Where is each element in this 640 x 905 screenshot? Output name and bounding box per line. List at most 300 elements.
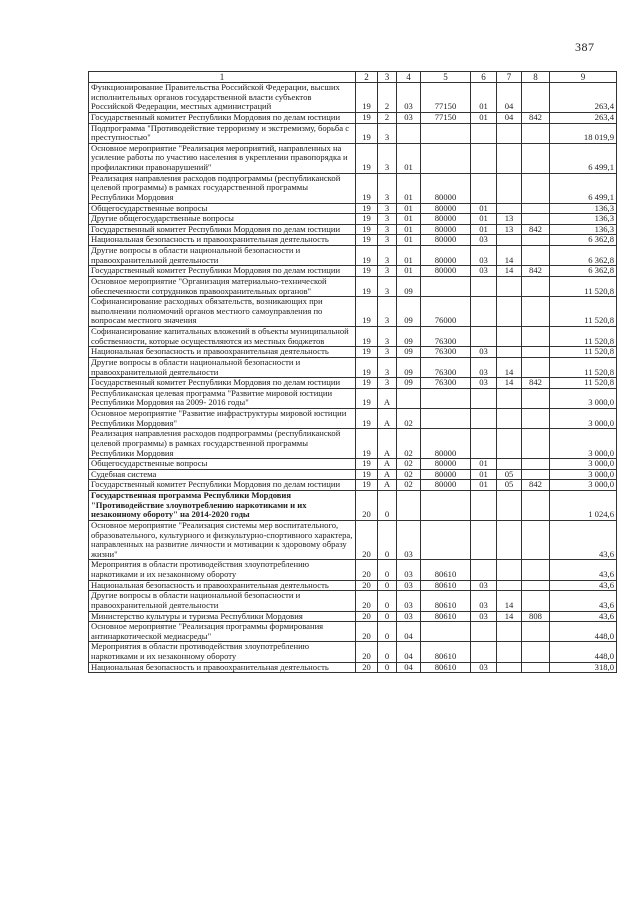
- code-subsection: 14: [497, 611, 522, 622]
- code-measure: 09: [397, 357, 421, 377]
- column-header: 6: [471, 72, 497, 83]
- amount: 43,6: [550, 611, 617, 622]
- amount: 3 000,0: [550, 480, 617, 491]
- code-direction: 76300: [421, 347, 471, 358]
- code-subprogram: А: [378, 480, 397, 491]
- table-row: [89, 469, 617, 480]
- code-subprogram: 0: [378, 591, 397, 611]
- row-name: Другие вопросы в области национальной безопасности и правоохранительной деятельности: [89, 246, 356, 266]
- code-measure: 03: [397, 580, 421, 591]
- table-row: [89, 266, 617, 277]
- code-program: 20: [356, 642, 378, 662]
- amount: 43,6: [550, 560, 617, 580]
- code-ministry: [522, 491, 550, 521]
- row-name: Основное мероприятие "Реализация системы мер воспитательного, образовательного, культурного и физкультурно-спортивного характера, направленных на развитие личности и мотивации к здоровому образу жизни": [89, 520, 356, 560]
- code-subprogram: 0: [378, 520, 397, 560]
- code-ministry: [522, 469, 550, 480]
- amount: 263,4: [550, 112, 617, 123]
- row-name: Реализация направления расходов подпрограммы (республиканской целевой программы) в рамках государственной программы Республики Мордовия: [89, 429, 356, 459]
- code-ministry: [522, 591, 550, 611]
- code-measure: 03: [397, 560, 421, 580]
- code-subprogram: 3: [378, 143, 397, 173]
- code-program: 19: [356, 409, 378, 429]
- code-ministry: [522, 622, 550, 642]
- code-subprogram: 3: [378, 266, 397, 277]
- code-ministry: [522, 83, 550, 113]
- code-subprogram: 3: [378, 203, 397, 214]
- row-name: Государственный комитет Республики Мордовия по делам юстиции: [89, 224, 356, 235]
- code-subprogram: 3: [378, 347, 397, 358]
- row-name: Софинансирование расходных обязательств, возникающих при выполнении полномочий органов местного самоуправления по вопросам местного значения: [89, 297, 356, 327]
- table-row: [89, 378, 617, 389]
- amount: 136,3: [550, 203, 617, 214]
- code-subsection: 14: [497, 591, 522, 611]
- code-direction: 80000: [421, 235, 471, 246]
- code-direction: [421, 143, 471, 173]
- code-subsection: [497, 203, 522, 214]
- table-row: [89, 388, 617, 408]
- table-row: [89, 429, 617, 459]
- code-subsection: [497, 622, 522, 642]
- code-direction: 80610: [421, 662, 471, 673]
- column-header: 4: [397, 72, 421, 83]
- code-subprogram: 3: [378, 235, 397, 246]
- code-section: 01: [471, 112, 497, 123]
- amount: 11 520,8: [550, 357, 617, 377]
- code-program: 20: [356, 662, 378, 673]
- code-direction: 80610: [421, 611, 471, 622]
- code-measure: 04: [397, 622, 421, 642]
- amount: 3 000,0: [550, 429, 617, 459]
- code-program: 19: [356, 347, 378, 358]
- code-ministry: 842: [522, 480, 550, 491]
- column-header: 9: [550, 72, 617, 83]
- amount: 448,0: [550, 622, 617, 642]
- amount: 11 520,8: [550, 378, 617, 389]
- code-subprogram: 3: [378, 123, 397, 143]
- code-subsection: [497, 347, 522, 358]
- code-direction: 80000: [421, 459, 471, 470]
- code-section: 01: [471, 459, 497, 470]
- table-row: [89, 246, 617, 266]
- code-program: 20: [356, 622, 378, 642]
- code-program: 19: [356, 246, 378, 266]
- table-row: [89, 459, 617, 470]
- code-section: 01: [471, 83, 497, 113]
- code-direction: 76000: [421, 297, 471, 327]
- column-header: 5: [421, 72, 471, 83]
- table-row: [89, 622, 617, 642]
- code-measure: 02: [397, 459, 421, 470]
- code-section: [471, 642, 497, 662]
- code-program: 19: [356, 297, 378, 327]
- amount: 6 362,8: [550, 246, 617, 266]
- amount: 1 024,6: [550, 491, 617, 521]
- code-measure: 01: [397, 173, 421, 203]
- budget-table: [88, 71, 617, 673]
- code-section: [471, 491, 497, 521]
- code-subsection: [497, 409, 522, 429]
- code-subsection: 14: [497, 246, 522, 266]
- code-section: 03: [471, 378, 497, 389]
- code-ministry: [522, 662, 550, 673]
- code-measure: 01: [397, 214, 421, 225]
- code-measure: 03: [397, 112, 421, 123]
- code-subprogram: А: [378, 469, 397, 480]
- code-measure: [397, 491, 421, 521]
- code-subprogram: 3: [378, 173, 397, 203]
- code-ministry: [522, 560, 550, 580]
- code-program: 20: [356, 560, 378, 580]
- code-ministry: [522, 327, 550, 347]
- amount: 18 019,9: [550, 123, 617, 143]
- code-ministry: [522, 276, 550, 296]
- code-section: 03: [471, 246, 497, 266]
- code-ministry: [522, 143, 550, 173]
- code-program: 19: [356, 235, 378, 246]
- code-program: 19: [356, 469, 378, 480]
- code-section: 01: [471, 203, 497, 214]
- table-row: [89, 143, 617, 173]
- code-subsection: [497, 429, 522, 459]
- code-subprogram: 0: [378, 560, 397, 580]
- code-program: 19: [356, 83, 378, 113]
- code-subsection: [497, 327, 522, 347]
- table-row: [89, 83, 617, 113]
- code-subprogram: А: [378, 388, 397, 408]
- code-direction: 80000: [421, 214, 471, 225]
- code-subprogram: 3: [378, 276, 397, 296]
- code-section: 01: [471, 469, 497, 480]
- code-measure: 04: [397, 642, 421, 662]
- code-program: 20: [356, 591, 378, 611]
- amount: 3 000,0: [550, 409, 617, 429]
- code-subsection: [497, 662, 522, 673]
- code-ministry: 842: [522, 266, 550, 277]
- table-row: [89, 480, 617, 491]
- row-name: Государственный комитет Республики Мордовия по делам юстиции: [89, 480, 356, 491]
- code-subsection: 04: [497, 83, 522, 113]
- code-direction: [421, 388, 471, 408]
- code-subsection: [497, 276, 522, 296]
- code-measure: 09: [397, 297, 421, 327]
- column-header: 3: [378, 72, 397, 83]
- code-measure: 09: [397, 276, 421, 296]
- code-ministry: [522, 409, 550, 429]
- code-section: [471, 388, 497, 408]
- code-ministry: 842: [522, 224, 550, 235]
- code-ministry: [522, 173, 550, 203]
- code-direction: 76300: [421, 357, 471, 377]
- code-measure: 01: [397, 224, 421, 235]
- row-name: Национальная безопасность и правоохранительная деятельность: [89, 662, 356, 673]
- code-subsection: [497, 520, 522, 560]
- code-section: 01: [471, 480, 497, 491]
- code-program: 19: [356, 459, 378, 470]
- code-direction: 80000: [421, 224, 471, 235]
- code-program: 20: [356, 580, 378, 591]
- code-subsection: [497, 560, 522, 580]
- code-section: 03: [471, 591, 497, 611]
- column-header: 8: [522, 72, 550, 83]
- code-direction: [421, 123, 471, 143]
- code-subprogram: 0: [378, 491, 397, 521]
- amount: 448,0: [550, 642, 617, 662]
- code-program: 20: [356, 611, 378, 622]
- code-ministry: [522, 388, 550, 408]
- code-direction: 80000: [421, 203, 471, 214]
- code-direction: 77150: [421, 112, 471, 123]
- code-program: 19: [356, 357, 378, 377]
- code-direction: 80000: [421, 246, 471, 266]
- code-direction: 80000: [421, 469, 471, 480]
- code-program: 20: [356, 491, 378, 521]
- code-section: 03: [471, 347, 497, 358]
- code-subprogram: 0: [378, 662, 397, 673]
- table-row: [89, 580, 617, 591]
- table-row: [89, 297, 617, 327]
- code-subsection: 13: [497, 214, 522, 225]
- amount: 3 000,0: [550, 469, 617, 480]
- code-ministry: 808: [522, 611, 550, 622]
- table-row: [89, 327, 617, 347]
- code-ministry: 842: [522, 112, 550, 123]
- code-ministry: [522, 642, 550, 662]
- code-subprogram: 3: [378, 357, 397, 377]
- code-program: 19: [356, 214, 378, 225]
- code-ministry: [522, 357, 550, 377]
- row-name: Государственная программа Республики Мордовия "Противодействие злоупотреблению наркотиками и их незаконному обороту" на 2014-2020 годы: [89, 491, 356, 521]
- code-section: 03: [471, 611, 497, 622]
- code-measure: 09: [397, 378, 421, 389]
- code-subsection: 05: [497, 480, 522, 491]
- page-number: 387: [575, 40, 595, 54]
- code-direction: [421, 622, 471, 642]
- code-measure: 01: [397, 203, 421, 214]
- amount: 43,6: [550, 520, 617, 560]
- code-section: [471, 409, 497, 429]
- code-measure: 01: [397, 143, 421, 173]
- code-subsection: [497, 459, 522, 470]
- code-direction: 80610: [421, 591, 471, 611]
- amount: 3 000,0: [550, 459, 617, 470]
- row-name: Другие общегосударственные вопросы: [89, 214, 356, 225]
- amount: 11 520,8: [550, 276, 617, 296]
- code-subsection: [497, 173, 522, 203]
- code-section: [471, 429, 497, 459]
- table-row: [89, 357, 617, 377]
- code-subsection: 14: [497, 378, 522, 389]
- table-row: [89, 662, 617, 673]
- row-name: Основное мероприятие "Развитие инфраструктуры мировой юстиции Республики Мордовия": [89, 409, 356, 429]
- code-section: 01: [471, 224, 497, 235]
- code-measure: [397, 123, 421, 143]
- code-subprogram: А: [378, 429, 397, 459]
- table-row: [89, 276, 617, 296]
- code-section: 01: [471, 214, 497, 225]
- code-program: 19: [356, 429, 378, 459]
- row-name: Другие вопросы в области национальной безопасности и правоохранительной деятельности: [89, 357, 356, 377]
- table-row: [89, 173, 617, 203]
- code-ministry: [522, 123, 550, 143]
- table-row: [89, 491, 617, 521]
- table-row: [89, 560, 617, 580]
- amount: 6 499,1: [550, 173, 617, 203]
- row-name: Основное мероприятие "Реализация программы формирования антинаркотической медиасреды": [89, 622, 356, 642]
- code-measure: 02: [397, 429, 421, 459]
- code-program: 19: [356, 276, 378, 296]
- row-name: Подпрограмма "Противодействие терроризму и экстремизму, борьба с преступностью": [89, 123, 356, 143]
- code-subsection: 13: [497, 224, 522, 235]
- table-row: [89, 409, 617, 429]
- code-subsection: [497, 235, 522, 246]
- amount: 136,3: [550, 214, 617, 225]
- amount: 263,4: [550, 83, 617, 113]
- column-header: 7: [497, 72, 522, 83]
- code-program: 19: [356, 112, 378, 123]
- code-direction: 80000: [421, 480, 471, 491]
- code-ministry: [522, 203, 550, 214]
- code-ministry: [522, 235, 550, 246]
- table-row: [89, 520, 617, 560]
- row-name: Государственный комитет Республики Мордовия по делам юстиции: [89, 112, 356, 123]
- code-measure: 01: [397, 246, 421, 266]
- code-subsection: [497, 491, 522, 521]
- code-subprogram: А: [378, 459, 397, 470]
- code-ministry: [522, 520, 550, 560]
- code-section: 03: [471, 357, 497, 377]
- code-subprogram: 3: [378, 224, 397, 235]
- code-section: [471, 560, 497, 580]
- table-row: [89, 214, 617, 225]
- code-ministry: [522, 459, 550, 470]
- code-subprogram: 0: [378, 622, 397, 642]
- amount: 43,6: [550, 591, 617, 611]
- row-name: Национальная безопасность и правоохранительная деятельность: [89, 580, 356, 591]
- code-subprogram: 3: [378, 214, 397, 225]
- code-measure: 03: [397, 520, 421, 560]
- code-measure: 04: [397, 662, 421, 673]
- code-measure: 02: [397, 409, 421, 429]
- table-row: [89, 203, 617, 214]
- row-name: Общегосударственные вопросы: [89, 203, 356, 214]
- code-ministry: [522, 246, 550, 266]
- code-direction: 80000: [421, 266, 471, 277]
- code-section: [471, 173, 497, 203]
- amount: 6 362,8: [550, 266, 617, 277]
- table-row: [89, 347, 617, 358]
- row-name: Основное мероприятие "Реализация мероприятий, направленных на усиление работы по участию населения в укреплении правопорядка и профилактики правонарушений": [89, 143, 356, 173]
- code-subsection: [497, 297, 522, 327]
- table-row: [89, 235, 617, 246]
- row-name: Республиканская целевая программа "Развитие мировой юстиции Республики Мордовия на 2009- 2016 годы": [89, 388, 356, 408]
- code-direction: 80610: [421, 560, 471, 580]
- amount: 11 520,8: [550, 297, 617, 327]
- row-name: Софинансирование капитальных вложений в объекты муниципальной собственности, которые осуществляются из местных бюджетов: [89, 327, 356, 347]
- column-header: 2: [356, 72, 378, 83]
- code-ministry: [522, 214, 550, 225]
- code-subprogram: 0: [378, 580, 397, 591]
- code-direction: 76300: [421, 378, 471, 389]
- code-measure: 01: [397, 266, 421, 277]
- code-subprogram: А: [378, 409, 397, 429]
- code-subprogram: 2: [378, 112, 397, 123]
- code-subprogram: 3: [378, 378, 397, 389]
- code-program: 19: [356, 203, 378, 214]
- code-section: 03: [471, 266, 497, 277]
- code-program: 19: [356, 266, 378, 277]
- code-direction: 80000: [421, 173, 471, 203]
- row-name: Национальная безопасность и правоохранительная деятельность: [89, 347, 356, 358]
- code-subprogram: 3: [378, 297, 397, 327]
- code-section: [471, 297, 497, 327]
- row-name: Мероприятия в области противодействия злоупотреблению наркотиками и их незаконному обороту: [89, 642, 356, 662]
- code-measure: [397, 388, 421, 408]
- code-program: 19: [356, 123, 378, 143]
- code-direction: 80610: [421, 642, 471, 662]
- code-subsection: [497, 143, 522, 173]
- code-subsection: [497, 123, 522, 143]
- code-direction: 77150: [421, 83, 471, 113]
- code-program: 19: [356, 224, 378, 235]
- code-program: 19: [356, 388, 378, 408]
- code-direction: [421, 491, 471, 521]
- code-subprogram: 0: [378, 611, 397, 622]
- code-program: 19: [356, 480, 378, 491]
- code-subsection: 14: [497, 357, 522, 377]
- row-name: Мероприятия в области противодействия злоупотреблению наркотиками и их незаконному обороту: [89, 560, 356, 580]
- code-measure: 03: [397, 611, 421, 622]
- table-header-row: [89, 72, 617, 83]
- code-subsection: 05: [497, 469, 522, 480]
- code-section: 03: [471, 662, 497, 673]
- row-name: Функционирование Правительства Российской Федерации, высших исполнительных органов государственной власти субъектов Российской Федерации, местных администраций: [89, 83, 356, 113]
- row-name: Судебная система: [89, 469, 356, 480]
- code-section: [471, 123, 497, 143]
- row-name: Национальная безопасность и правоохранительная деятельность: [89, 235, 356, 246]
- code-program: 19: [356, 143, 378, 173]
- table-row: [89, 591, 617, 611]
- code-ministry: [522, 580, 550, 591]
- code-ministry: 842: [522, 378, 550, 389]
- code-measure: 01: [397, 235, 421, 246]
- row-name: Государственный комитет Республики Мордовия по делам юстиции: [89, 378, 356, 389]
- code-section: [471, 276, 497, 296]
- code-direction: 80000: [421, 429, 471, 459]
- code-section: [471, 520, 497, 560]
- code-measure: 02: [397, 469, 421, 480]
- amount: 6 499,1: [550, 143, 617, 173]
- code-subsection: [497, 642, 522, 662]
- row-name: Государственный комитет Республики Мордовия по делам юстиции: [89, 266, 356, 277]
- code-subsection: 14: [497, 266, 522, 277]
- amount: 6 362,8: [550, 235, 617, 246]
- code-direction: [421, 276, 471, 296]
- amount: 318,0: [550, 662, 617, 673]
- code-subprogram: 3: [378, 327, 397, 347]
- code-section: 03: [471, 235, 497, 246]
- amount: 136,3: [550, 224, 617, 235]
- amount: 11 520,8: [550, 327, 617, 347]
- code-subsection: [497, 388, 522, 408]
- table-row: [89, 112, 617, 123]
- code-subsection: [497, 580, 522, 591]
- column-header: 1: [89, 72, 356, 83]
- code-ministry: [522, 429, 550, 459]
- code-direction: 76300: [421, 327, 471, 347]
- row-name: Другие вопросы в области национальной безопасности и правоохранительной деятельности: [89, 591, 356, 611]
- row-name: Реализация направления расходов подпрограммы (республиканской целевой программы) в рамках государственной программы Республики Мордовия: [89, 173, 356, 203]
